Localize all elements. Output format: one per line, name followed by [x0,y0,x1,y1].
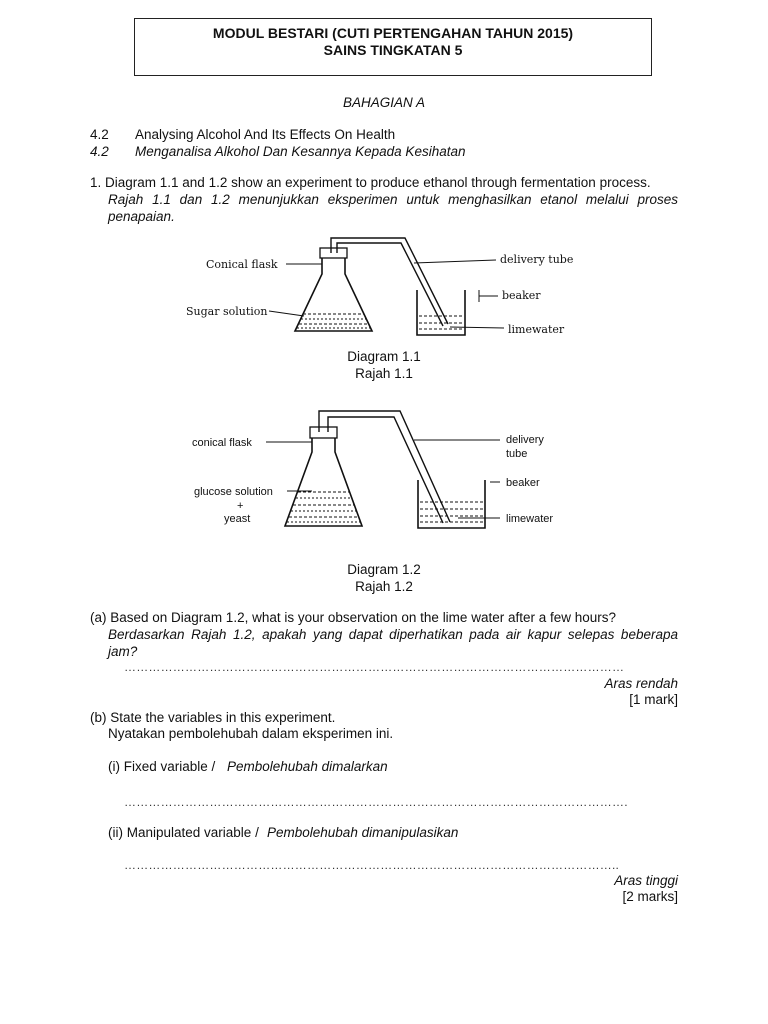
part-a-answer-line[interactable]: …………………………………………………………………………………………………………… [124,660,625,674]
module-subtitle: SAINS TINGKATAN 5 [323,42,463,58]
label-conical-flask: conical flask [192,437,252,449]
manipulated-variable-label-en: (ii) Manipulated variable / [108,825,259,840]
part-a-question-en: (a) Based on Diagram 1.2, what is your observation on the lime water after a few hours? [90,610,617,625]
label-limewater: limewater [508,323,565,336]
beaker-shape [417,290,465,335]
diagram-1-2 [188,402,588,532]
fixed-variable-answer-line[interactable]: ……………………………………………………………………………………………………………. [124,795,628,809]
topic-title-ms: Menganalisa Alkohol Dan Kesannya Kepada Kesihatan [135,144,466,159]
beaker-shape [418,480,485,528]
label-delivery-tube: delivery tube [500,253,574,266]
label-sugar-solution: Sugar solution [186,305,268,318]
diagram-1-1-caption-en: Diagram 1.1 [347,349,421,364]
part-a-question-ms: Berdasarkan Rajah 1.2, apakah yang dapat diperhatikan pada air kapur selepas beberapa jam? [108,627,678,659]
flask-stopper [320,248,347,258]
topic-number-ms: 4.2 [90,144,109,159]
part-b-level: Aras tinggi [614,873,678,888]
topic-title-en: Analysing Alcohol And Its Effects On Health [135,127,396,142]
flask-stopper [310,427,337,438]
label-beaker: beaker [506,477,540,489]
question-1-intro-ms: Rajah 1.1 dan 1.2 menunjukkan eksperimen untuk menghasilkan etanol melalui proses penapaian. [108,192,678,224]
conical-flask-shape [285,432,362,526]
part-a-marks: [1 mark] [629,692,678,707]
label-delivery: delivery [506,434,544,446]
fixed-variable-label-ms: Pembolehubah dimalarkan [227,759,388,774]
label-beaker: beaker [502,289,541,302]
fixed-variable-label-en: (i) Fixed variable / [108,759,216,774]
module-title: MODUL BESTARI (CUTI PERTENGAHAN TAHUN 2015) [212,25,574,41]
manipulated-variable-label-ms: Pembolehubah dimanipulasikan [267,825,459,840]
topic-number-en: 4.2 [90,127,109,142]
question-1-intro-en: 1. Diagram 1.1 and 1.2 show an experiment to produce ethanol through fermentation process. [90,175,651,190]
diagram-1-2-caption-ms: Rajah 1.2 [355,579,413,594]
diagram-1-1-caption-ms: Rajah 1.1 [355,366,413,381]
manipulated-variable-answer-line[interactable]: ………………………………………………………………………………………………………….. [124,858,620,872]
label-yeast: yeast [224,513,251,525]
part-b-marks: [2 marks] [622,889,678,904]
part-a-level: Aras rendah [604,676,678,691]
diagram-1-1 [186,228,590,343]
diagram-1-2-caption-en: Diagram 1.2 [347,562,421,577]
label-plus: + [237,500,244,512]
section-title: BAHAGIAN A [342,95,426,110]
label-tube: tube [506,448,528,460]
label-limewater: limewater [506,513,554,525]
part-b-question-en: (b) State the variables in this experiment. [90,710,336,725]
label-conical-flask: Conical flask [206,258,278,271]
module-header-box [134,18,652,76]
label-glucose-solution: glucose solution [194,486,273,498]
part-b-question-ms: Nyatakan pembolehubah dalam eksperimen ini. [108,726,394,741]
